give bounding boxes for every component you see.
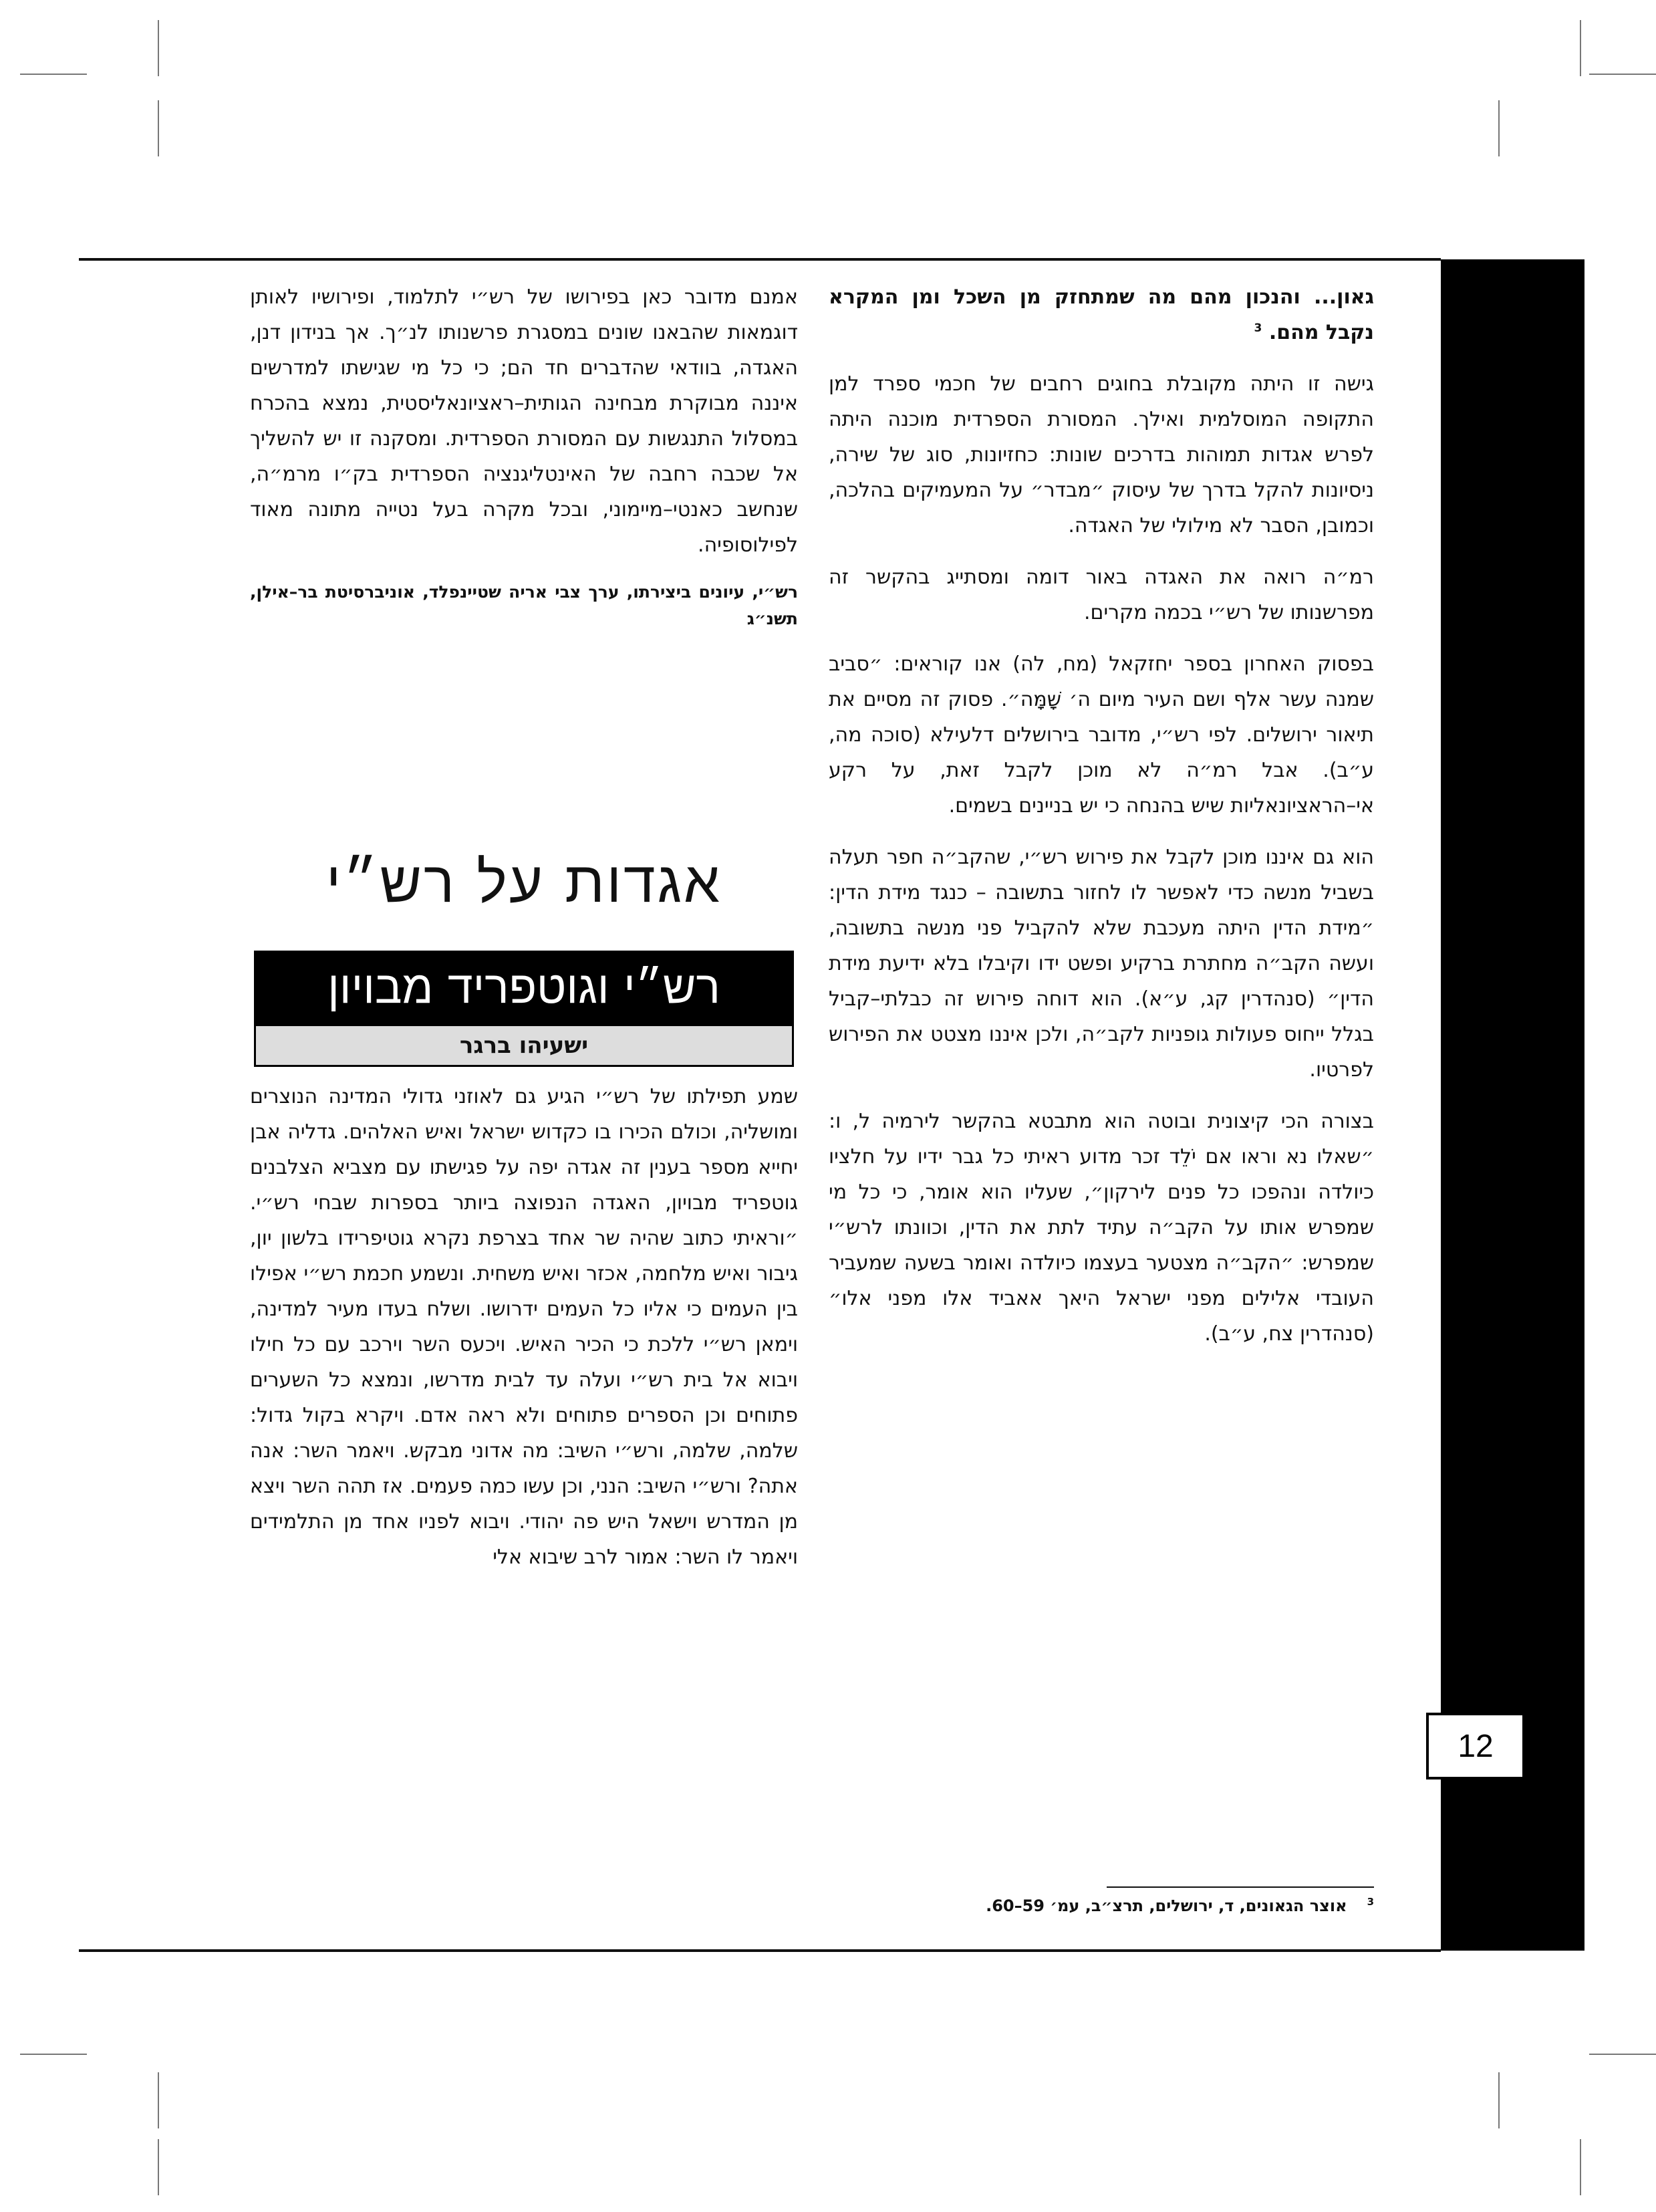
article-body: שמע תפילתו של רש״י הגיע גם לאוזני גדולי המדינה הנוצרים ומושליה, וכולם הכירו בו כקדוש ישראל ואיש האלהים. גדליה אבן יחייא מספר בענין זה אגדה יפה על פגישתו עם מצביא הצלבנים גוטפריד מבויון, האגדה הנפוצה ביותר בספרות שבחי רש״י. ״וראיתי כתוב שהיה שר אחד בצרפת נקרא גוטיפרידו בלשון יון, גיבור ואיש מלחמה, אכזר ואיש משחית. ונשמע חכמת רש״י אפילו בין העמים כי אליו כל העמים ידרושו. ושלח בעדו מעיר למדינה, וימאן רש״י ללכת כי הכיר האיש. ויכעס השר וירכב עם כל חילו ויבוא אל בית רש״י ועלה עד לבית מדרשו, ונמצא כל השערים פתוחים וכן הספרים פתוחים ולא ראה אדם. ויקרא בקול גדול: שלמה, שלמה, ורש״י השיב: מה אדוני מבקש. ויאמר השר: אנה אתה? ורש״י השיב: הנני, וכן עשו כמה פעמים. אז תהה השר ויצא מן המדרש וישאל היש פה יהודי. ויבוא לפניו אחד מן התלמידים ויאמר לו השר: אמור לרב שיבוא אלי <box>250 1085 798 1569</box>
article-title: רש״י וגוטפריד מבויון <box>254 951 794 1024</box>
right-column <box>829 279 1374 1368</box>
paragraph: בצורה הכי קיצונית ובוטה הוא מתבטא בהקשר לירמיה ל, ו: ״שאלו נא וראו אם יֹלֵד זכר מדוע ראיתי כל גבר ידיו על חלציו כיולדה ונהפכו כל פנים לירקון״, שעליו הוא אומר, כי כל מי שמפרש אותו על הקב״ה עתיד לתת את הדין, וכוונתו לרש״י שמפרש: ״הקב״ה מצטער בעצמו כיולדה ואומר בשעה שמעביר העובדי אלילים מפני ישראל היאך אאביד אלו מפני אלו״ (סנהדרין צח, ע״ב). <box>829 1110 1374 1346</box>
footnote-number: 3 <box>1367 1896 1374 1908</box>
top-rule <box>79 258 1441 261</box>
paragraph: רמ״ה רואה את האגדה באור דומה ומסתייג בהקשר זה מפרשנותו של רש״י בכמה מקרים. <box>829 566 1374 624</box>
paragraph: אמנם מדובר כאן בפירושו של רש״י לתלמוד, ופירושיו לאותן דוגמאות שהבאנו שונים במסגרת פרשנותו לנ״ך. אך בנידון דנן, האגדה, בוודאי שהדברים חד הם; כי כל מי שגישתו למדרשים איננה מבוקרת מבחינה הגותית–ראציונאליסטית, נמצא בהכרח במסלול התנגשות עם המסורת הספרדית. ומסקנה זו יש להשליך אל שכבה רחבה של האינטליגנציה הספרדית בק״ו מרמ״ה, שנחשב כאנטי–מיימוני, ובכל מקרה בעל נטייה מתונה מאוד לפילוסופיה. <box>250 285 798 557</box>
footnote-text: אוצר הגאונים, ד, ירושלים, תרצ״ב, עמ׳ 59–60. <box>986 1896 1347 1915</box>
crop-mark <box>158 2072 159 2128</box>
paragraph: הוא גם איננו מוכן לקבל את פירוש רש״י, שהקב״ה חפר תעלה בשביל מנשה כדי לאפשר לו לחזור בתשובה – כנגד מידת הדין: ״מידת הדין היתה מעכבת שלא להקביל פני מנשה בתשובה, ועשה הקב״ה מחתרת ברקיע ופשט ידו וקיבלו בלא ידיעת מידת הדין״ (סנהדרין קג, ע״א). הוא דוחה פירוש זה כבלתי–קביל בגלל ייחוס פעולות גופניות לקב״ה, ולכן איננו מצטט את הפירוש לפרטיו. <box>829 846 1374 1082</box>
bottom-rule <box>79 1949 1441 1952</box>
crop-mark <box>1589 74 1656 75</box>
crop-mark <box>158 100 159 156</box>
footnote <box>829 1896 1374 1915</box>
page-number: 12 <box>1426 1713 1525 1779</box>
page-sidebar <box>1441 259 1584 1951</box>
left-column-article <box>250 1079 798 1591</box>
crop-mark <box>20 74 87 75</box>
author-name: ישעיהו ברגר <box>254 1024 794 1067</box>
crop-mark <box>1589 2054 1656 2055</box>
source-note: רש״י, עיונים ביצירתו, ערך צבי אריה שטיינפלד, אוניברסיטת בר–אילן, תשנ״ג <box>250 582 798 628</box>
crop-mark <box>1498 100 1500 156</box>
crop-mark <box>1580 20 1581 76</box>
crop-mark <box>20 2054 87 2055</box>
paragraph: בפסוק האחרון בספר יחזקאל (מח, לה) אנו קוראים: ״סביב שמנה עשר אלף ושם העיר מיום ה׳ שָׁמָּה״. פסוק זה מסיים את תיאור ירושלים. לפי רש״י, מדובר בירושלים דלעילא (סוכה מה, ע״ב). אבל רמ״ה לא מוכן לקבל זאת, על רקע אי–הראציונאליות שיש בהנחה כי יש בניינים בשמים. <box>829 652 1374 818</box>
crop-mark <box>158 20 159 76</box>
left-column-top <box>250 279 798 648</box>
crop-mark <box>1580 2139 1581 2195</box>
crop-mark <box>1498 2072 1500 2128</box>
crop-mark <box>158 2139 159 2195</box>
footnote-rule <box>1107 1886 1374 1888</box>
paragraph: גישה זו היתה מקובלת בחוגים רחבים של חכמי ספרד למן התקופה המוסלמית ואילך. המסורת הספרדית מוכנה היתה לפרש אגדות תמוהות בדרכים שונות: כחזיונות, סוג של שירה, ניסיונות להקל בדרך של עיסוק ״מבדר״ על המעמיקים בהלכה, וכמובן, הסבר לא מילולי של האגדה. <box>829 372 1374 537</box>
section-title: אגדות על רש״י <box>326 849 722 916</box>
paragraph: גאון... והנכון מהם מה שמתחזק מן השכל ומן המקרא נקבל מהם. $^3$ <box>829 285 1374 344</box>
footnote-ref: 3 <box>1254 322 1262 335</box>
